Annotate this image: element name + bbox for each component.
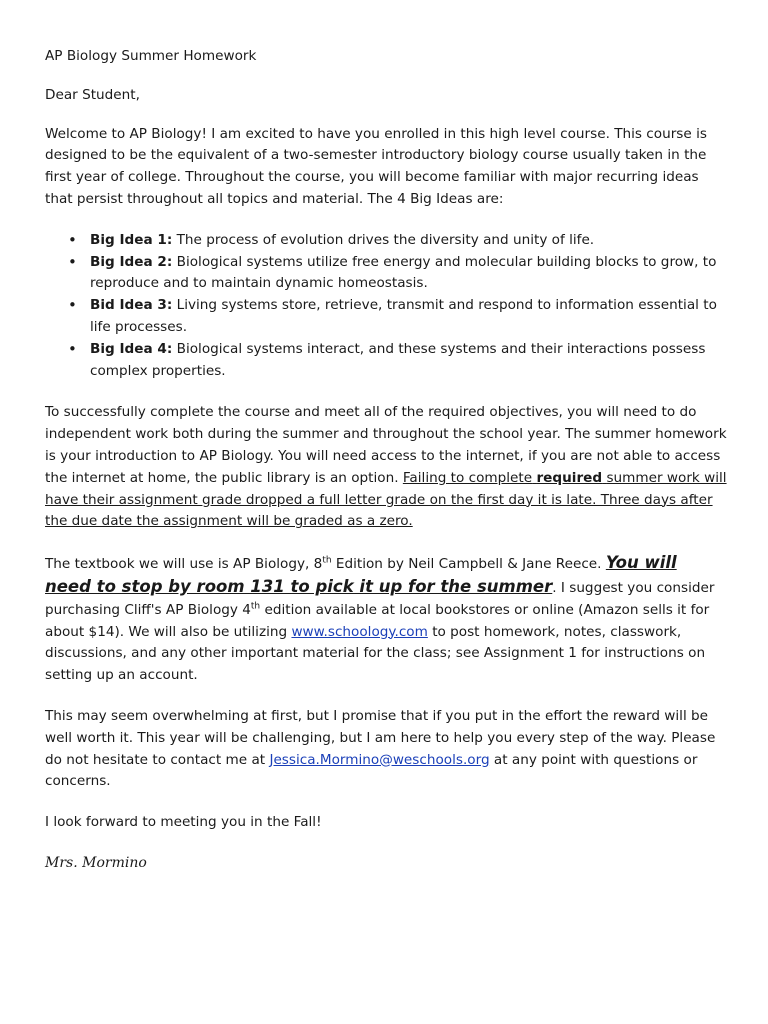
closing-line: I look forward to meeting you in the Fall!	[45, 814, 322, 831]
big-idea-text: Biological systems utilize free energy and molecular building blocks to grow, to reproduce and to maintain dynamic homeostasis.	[90, 253, 717, 292]
encouragement-text-a: This may seem overwhelming at first, but I promise that if you put in the effort the reward will be well worth it. This year will be challenging, but I am here to help you every step of the way. Please do not hesitate to contact me at	[45, 707, 716, 768]
textbook-text-b: Edition by Neil Campbell & Jane Reece.	[335, 556, 602, 573]
big-idea-label: Bid Idea 3:	[90, 297, 173, 314]
big-idea-text: The process of evolution drives the diversity and unity of life.	[176, 231, 595, 248]
salutation: Dear Student,	[45, 86, 140, 103]
big-idea-label: Big Idea 4:	[90, 340, 173, 357]
warning-bold: required	[536, 469, 603, 486]
list-item	[90, 252, 728, 296]
big-idea-label: Big Idea 2:	[90, 253, 173, 270]
big-idea-text: Biological systems interact, and these systems and their interactions possess complex properties.	[90, 340, 706, 379]
document-title: AP Biology Summer Homework	[45, 48, 257, 64]
textbook-text-c: . I suggest you consider purchasing Cliff's AP Biology 4	[45, 579, 715, 618]
encouragement-text-b: at any point with questions or concerns.	[45, 751, 698, 790]
big-idea-text: Living systems store, retrieve, transmit and respond to information essential to life processes.	[90, 297, 717, 335]
encouragement-paragraph	[45, 706, 728, 793]
requirements-text: To successfully complete the course and meet all of the required objectives, you will need to do independent work both during the summer and throughout the school year. The summer homework is your introduction to AP Biology. You will need access to the internet, if you are not able to access the internet at home, the public library is an option.	[45, 404, 727, 486]
big-idea-label: Big Idea 1:	[90, 231, 173, 248]
schoology-link[interactable]: www.schoology.com	[291, 623, 428, 640]
superscript: th	[322, 555, 332, 566]
list-item	[90, 339, 728, 383]
textbook-paragraph	[45, 552, 728, 687]
warning-part-a: Failing to complete	[402, 469, 533, 486]
intro-paragraph: Welcome to AP Biology! I am excited to have you enrolled in this high level course. This course is designed to be the equivalent of a two-semester introductory biology course usually taken in the first year of college. Throughout the course, you will become familiar with major recurring ideas that persist throughout all topics and material. The 4 Big Ideas are:	[45, 125, 707, 207]
warning-part-b: summer work will have their assignment grade dropped a full letter grade on the first day it is late. Three days after the due date the assignment will be graded as a zero.	[45, 469, 727, 530]
requirements-paragraph	[45, 402, 728, 533]
list-item	[90, 230, 728, 252]
signature: Mrs. Mormino	[45, 854, 147, 871]
textbook-text-a: The textbook we will use is AP Biology, 8	[45, 556, 323, 573]
list-item	[90, 295, 728, 339]
email-link[interactable]: Jessica.Mormino@weschools.org	[269, 751, 490, 768]
textbook-text-e: to post homework, notes, classwork, discussions, and any other important material for the class; see Assignment 1 for instructions on setting up an account.	[45, 623, 706, 684]
superscript: th	[250, 601, 261, 612]
big-ideas-list	[45, 230, 728, 383]
textbook-text-d: edition available at local bookstores or online (Amazon sells it for about $14). We will also be utilizing	[45, 601, 710, 640]
pickup-notice: You will need to stop by room 131 to pick it up for the summer	[45, 553, 677, 596]
